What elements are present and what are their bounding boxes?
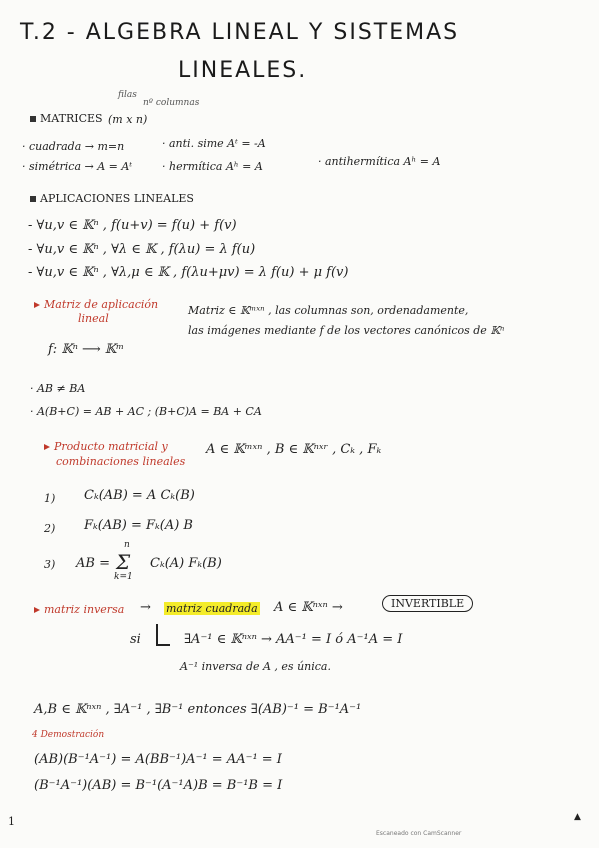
producto-label2: combinaciones lineales [56,455,186,468]
prop-noncommutative: · AB ≠ BA [30,382,86,395]
cuadrada-highlight-text: matriz cuadrada [166,602,258,615]
demostracion-label: 4 Demostración [32,730,105,740]
matriz-aplicacion-label-text: Matriz de aplicación [44,298,159,311]
item-3-formula-lhs: AB = [76,556,110,571]
proof-line-2: (B⁻¹A⁻¹)(AB) = B⁻¹(A⁻¹A)B = B⁻¹B = I [34,778,283,793]
sum-symbol: Σ [116,550,131,574]
inversa-label [34,603,124,616]
invertible-badge-text: INVERTIBLE [382,595,473,612]
bracket-horizontal [156,644,170,646]
page-title: T.2 - ALGEBRA LINEAL Y SISTEMAS [20,20,460,45]
item-1-formula: Cₖ(AB) = A Cₖ(B) [84,488,195,503]
def-simetrica: · simétrica → A = Aᵗ [22,160,133,173]
def-cuadrada: · cuadrada → m=n [22,140,125,153]
square-bullet-icon [30,196,36,202]
inversa-si: si [130,632,141,647]
scan-watermark: Escaneado con CamScanner [376,830,462,837]
corner-mark: ▲ [574,812,581,822]
aplicaciones-heading-text: APLICACIONES LINEALES [40,192,194,205]
matrix-dims: (m x n) [108,113,148,126]
triangle-bullet-icon [34,607,40,613]
item-3-formula-rhs: Cₖ(A) Fₖ(B) [150,556,222,571]
item-3-index: 3) [44,558,56,571]
inversa-unica: A⁻¹ inversa de A , es única. [180,660,331,673]
matrices-heading-text: MATRICES [40,112,103,125]
triangle-bullet-icon [44,444,50,450]
filas-note: filas [118,90,137,100]
matrices-heading [30,112,103,125]
item-2-formula: Fₖ(AB) = Fₖ(A) B [84,518,193,533]
matriz-aplicacion-label2: lineal [78,312,109,325]
matriz-aplicacion-label [34,298,158,311]
proof-line-1: (AB)(B⁻¹A⁻¹) = A(BB⁻¹)A⁻¹ = AA⁻¹ = I [34,752,282,767]
page-number: 1 [8,815,15,828]
producto-sets: A ∈ 𝕂ᵐˣⁿ , B ∈ 𝕂ⁿˣʳ , Cₖ , Fₖ [206,442,382,457]
prop-additivity: - ∀u,v ∈ 𝕂ⁿ , f(u+v) = f(u) + f(v) [28,218,237,233]
inversa-condition: ∃A⁻¹ ∈ 𝕂ⁿˣⁿ → AA⁻¹ = I ó A⁻¹A = I [184,632,403,647]
producto-label-text: Producto matricial y [54,440,168,453]
page-title-line2: LINEALES. [178,58,308,83]
square-bullet-icon [30,116,36,122]
matriz-desc-2: las imágenes mediante f de los vectores canónicos de 𝕂ⁿ [188,324,505,337]
product-inverse-statement: A,B ∈ 𝕂ⁿˣⁿ , ∃A⁻¹ , ∃B⁻¹ entonces ∃(AB)⁻¹ = B⁻¹A⁻¹ [34,702,362,717]
matriz-desc-1: Matriz ∈ 𝕂ᵐˣⁿ , las columnas son, ordenadamente, [188,304,469,317]
inversa-set: A ∈ 𝕂ⁿˣⁿ → [274,600,343,615]
prop-homogeneity: - ∀u,v ∈ 𝕂ⁿ , ∀λ ∈ 𝕂 , f(λu) = λ f(u) [28,242,256,257]
cuadrada-highlight [164,602,260,615]
prop-linearity: - ∀u,v ∈ 𝕂ⁿ , ∀λ,μ ∈ 𝕂 , f(λu+μv) = λ f(u) + μ f(v) [28,265,349,280]
bracket-vertical [156,624,158,644]
item-1-index: 1) [44,492,56,505]
def-antisimetrica: · anti. sime Aᵗ = -A [162,137,266,150]
prop-distributive: · A(B+C) = AB + AC ; (B+C)A = BA + CA [30,405,262,418]
triangle-bullet-icon [34,302,40,308]
invertible-badge [382,597,473,610]
item-2-index: 2) [44,522,56,535]
sum-upper-limit: n [124,540,130,550]
inversa-arrow: → [140,600,151,615]
sum-lower-limit: k=1 [114,572,133,582]
producto-label [44,440,168,453]
def-antihermitica: · antihermítica Aʰ = A [318,155,441,168]
columnas-note: nº columnas [143,98,200,108]
aplicaciones-heading [30,192,194,205]
inversa-label-text: matriz inversa [44,603,125,616]
def-hermitica: · hermítica Aʰ = A [162,160,263,173]
linear-map: f: 𝕂ⁿ ⟶ 𝕂ᵐ [48,342,125,357]
